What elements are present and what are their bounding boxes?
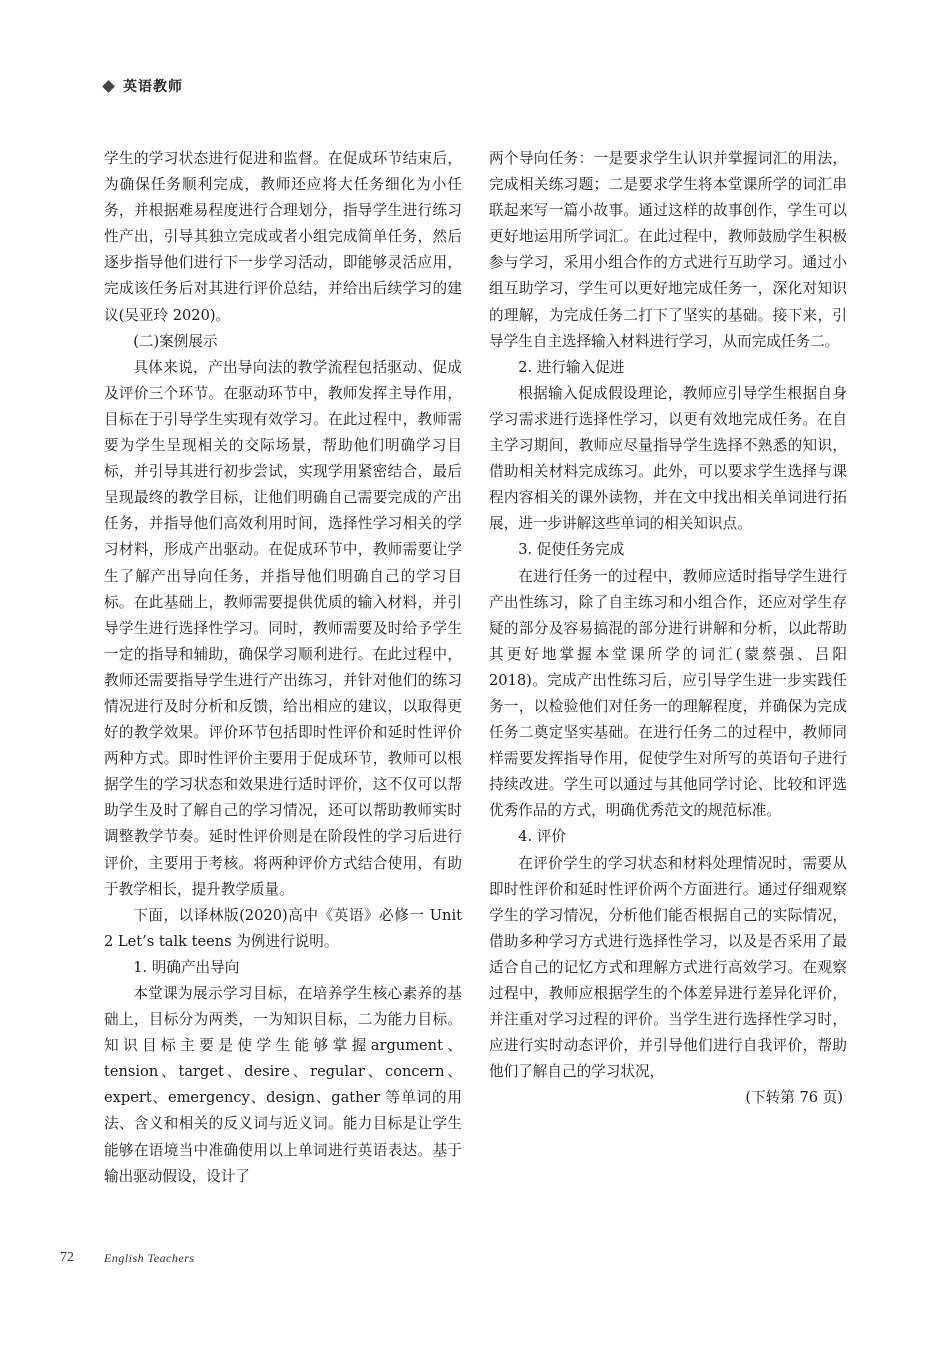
- page-number: 72: [60, 1250, 74, 1265]
- journal-header: [104, 76, 183, 96]
- paragraph: 学生的学习状态进行促进和监督。在促成环节结束后，为确保任务顺利完成，教师还应将大任务细化为小任务，并根据难易程度进行合理划分，指导学生进行练习性产出，引导其独立完成或者小组完成简单任务，然后逐步指导他们进行下一步学习活动，即能够灵活应用，完成该任务后对其进行评价总结，并给出后续学习的建议(吴亚玲 2020)。: [104, 150, 462, 324]
- subsection-heading: 2. 进行输入促进: [518, 358, 625, 376]
- paragraph: 下面，以译林版(2020)高中《英语》必修一 Unit 2 Let’s talk teens 为例进行说明。: [104, 906, 462, 950]
- journal-title: 英语教师: [123, 79, 183, 95]
- paragraph: 在评价学生的学习状态和材料处理情况时，需要从即时性评价和延时性评价两个方面进行。通过仔细观察学生的学习情况，分析他们能否根据自己的实际情况，借助多种学习方式进行选择性学习，以及是否采用了最适合自己的记忆方式和理解方式进行高效学习。在观察过程中，教师应根据学生的个体差异进行差异化评价，并注重对学习过程的评价。当学生进行选择性学习时，应进行实时动态评价，并引导他们进行自我评价，帮助他们了解自己的学习状况，: [489, 854, 847, 1081]
- continued-note: (下转第 76 页): [745, 1089, 843, 1107]
- subsection-heading: 3. 促使任务完成: [518, 541, 625, 559]
- paragraph: 两个导向任务：一是要求学生认识并掌握词汇的用法，完成相关练习题；二是要求学生将本堂课所学的词汇串联起来写一篇小故事。通过这样的故事创作，学生可以更好地运用所学词汇。在此过程中，教师鼓励学生积极参与学习，采用小组合作的方式进行互助学习。通过小组互助学习，学生可以更好地完成任务一，深化对知识的理解，为完成任务二打下了坚实的基础。接下来，引导学生自主选择输入材料进行学习，从而完成任务二。: [489, 150, 847, 350]
- diamond-icon: [102, 80, 115, 93]
- subsection-heading: 1. 明确产出导向: [133, 958, 240, 976]
- section-heading: (二)案例展示: [133, 332, 218, 350]
- paragraph: 在进行任务一的过程中，教师应适时指导学生进行产出性练习，除了自主练习和小组合作，还应对学生存疑的部分及容易搞混的部分进行讲解和分析，以此帮助其更好地掌握本堂课所学的词汇(蒙蔡强、吕阳 2018)。完成产出性练习后，应引导学生进一步实践任务一，以检验他们对任务一的理解程度，并确保为完成任务二奠定坚实基础。在进行任务二的过程中，教师同样需要发挥指导作用，促使学生对所写的英语句子进行持续改进。学生可以通过与其他同学讨论、比较和评选优秀作品的方式，明确优秀范文的规范标准。: [489, 567, 847, 820]
- paragraph: 根据输入促成假设理论，教师应引导学生根据自身学习需求进行选择性学习，以更有效地完成任务。在自主学习期间，教师应尽量指导学生选择不熟悉的知识，借助相关材料完成练习。此外，可以要求学生选择与课程内容相关的课外读物，并在文中找出相关单词进行拓展，进一步讲解这些单词的相关知识点。: [489, 384, 847, 533]
- journal-name-footer: English Teachers: [104, 1251, 195, 1265]
- subsection-heading: 4. 评价: [518, 828, 566, 846]
- right-column: [489, 146, 847, 1111]
- paragraph: 本堂课为展示学习目标，在培养学生核心素养的基础上，目标分为两类，一为知识目标，二为能力目标。知识目标主要是使学生能够掌握argument、tension、target、desire、regular、concern、expert、emergency、design、gather 等单词的用法、含义和相关的反义词与近义词。能力目标是让学生能够在语境当中准确使用以上单词进行英语表达。基于输出驱动假设，设计了: [104, 985, 462, 1185]
- left-column: [104, 146, 462, 1190]
- paragraph: 具体来说，产出导向法的教学流程包括驱动、促成及评价三个环节。在驱动环节中，教师发挥主导作用，目标在于引导学生实现有效学习。在此过程中，教师需要为学生呈现相关的交际场景，帮助他们明确学习目标，并引导其进行初步尝试，实现学用紧密结合，最后呈现最终的教学目标，让他们明确自己需要完成的产出任务，并指导他们高效利用时间，选择性学习相关的学习材料，形成产出驱动。在促成环节中，教师需要让学生了解产出导向任务，并指导他们明确自己的学习目标。在此基础上，教师需要提供优质的输入材料，并引导学生进行选择性学习。同时，教师需要及时给予学生一定的指导和辅助，确保学习顺利进行。在此过程中，教师还需要指导学生进行产出练习，并针对他们的练习情况进行及时分析和反馈，给出相应的建议，以取得更好的教学效果。评价环节包括即时性评价和延时性评价两种方式。即时性评价主要用于促成环节，教师可以根据学生的学习状态和效果进行适时评价，这不仅可以帮助学生及时了解自己的学习情况，还可以帮助教师实时调整教学节奏。延时性评价则是在阶段性的学习后进行评价，主要用于考核。将两种评价方式结合使用，有助于教学相长，提升教学质量。: [104, 358, 462, 898]
